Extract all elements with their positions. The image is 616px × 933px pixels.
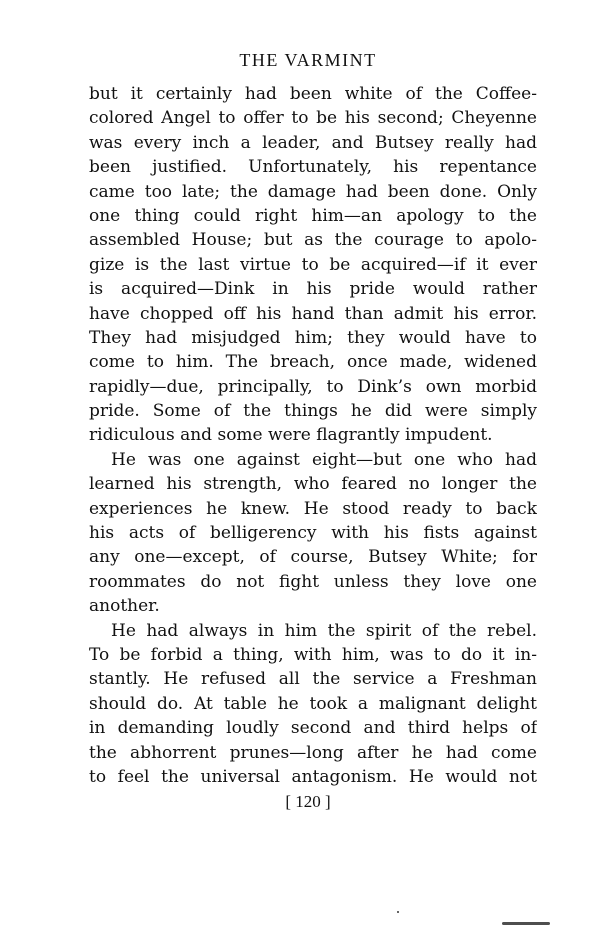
text-line: his acts of belligerency with his fists against <box>89 523 537 544</box>
text-line: is acquired—Dink in his pride would rather <box>89 279 537 300</box>
text-line: colored Angel to offer to be his second; Cheyenne <box>89 108 537 129</box>
paragraph-3 <box>89 619 537 790</box>
scan-smudge <box>502 922 550 925</box>
text-line: another. <box>89 596 160 617</box>
text-line: assembled House; but as the courage to apolo- <box>89 230 537 251</box>
running-head: THE VARMINT <box>239 50 377 70</box>
text-line: was every inch a leader, and Butsey really had <box>89 132 537 153</box>
text-line: roommates do not fight unless they love one <box>89 571 537 592</box>
text-line: the abhorrent prunes—long after he had come <box>89 742 537 763</box>
text-line: any one—except, of course, Butsey White; for <box>89 547 537 568</box>
text-line: gize is the last virtue to be acquired—if it ever <box>89 254 537 275</box>
text-line: should do. At table he took a malignant delight <box>89 693 537 714</box>
text-line: rapidly—due, principally, to Dink’s own morbid <box>89 376 537 397</box>
text-line: one thing could right him—an apology to the <box>89 205 537 226</box>
body-text <box>89 82 537 789</box>
paragraph-1 <box>89 82 537 448</box>
text-line: ridiculous and some were flagrantly impudent. <box>89 425 493 446</box>
text-line: stantly. He refused all the service a Freshman <box>89 669 537 690</box>
text-line: pride. Some of the things he did were simply <box>89 401 537 422</box>
page-number: [ 120 ] <box>285 792 331 811</box>
text-line: have chopped off his hand than admit his error. <box>89 303 537 324</box>
text-line: To be forbid a thing, with him, was to do it in- <box>89 644 537 665</box>
text-line: but it certainly had been white of the Coffee- <box>89 84 537 104</box>
text-line: They had misjudged him; they would have to <box>89 327 537 348</box>
text-line: He had always in him the spirit of the rebel. <box>111 620 537 641</box>
text-line: experiences he knew. He stood ready to back <box>89 498 537 519</box>
text-line: He was one against eight—but one who had <box>111 449 537 470</box>
text-line: been justified. Unfortunately, his repentance <box>89 157 537 178</box>
text-line: come to him. The breach, once made, widened <box>89 352 537 373</box>
text-line: in demanding loudly second and third helps of <box>89 718 537 739</box>
text-line: learned his strength, who feared no longer the <box>89 474 537 495</box>
text-line: to feel the universal antagonism. He would not <box>89 766 537 787</box>
paragraph-2 <box>89 448 537 619</box>
scan-speck <box>397 911 399 913</box>
text-line: came too late; the damage had been done. Only <box>89 181 537 202</box>
